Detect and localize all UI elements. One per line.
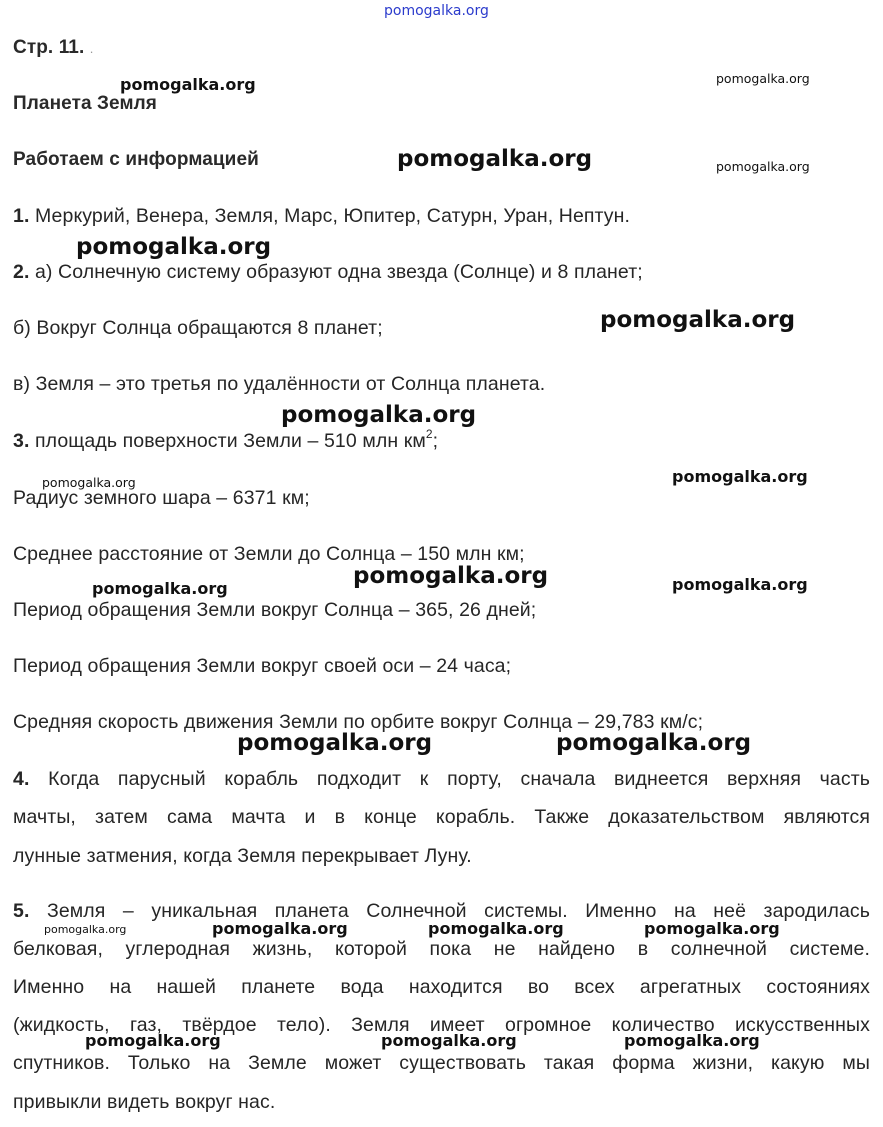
watermark: pomogalka.org [672, 467, 808, 486]
watermark: pomogalka.org [237, 730, 433, 756]
watermark: pomogalka.org [212, 919, 348, 938]
page-reference [13, 37, 93, 59]
watermark: pomogalka.org [556, 730, 752, 756]
answer-3-area-superscript: 2 [425, 427, 433, 441]
answer-5-line-2: белковая, углеродная жизнь, которой пока не найдено в солнечной системе. [13, 938, 870, 960]
page-reference-text: Стр. 11. [13, 37, 85, 58]
watermark: pomogalka.org [92, 579, 228, 598]
page-reference-dot: . [89, 41, 94, 56]
watermark: pomogalka.org [644, 919, 780, 938]
watermark: pomogalka.org [42, 475, 136, 490]
answer-5-line-1-text: Земля – уникальная планета Солнечной системы. Именно на неё зародилась [29, 900, 870, 922]
answer-3-distance: Среднее расстояние от Земли до Солнца – 150 млн км; [13, 543, 525, 565]
watermark: pomogalka.org [600, 307, 796, 333]
answer-2-number: 2. [13, 261, 30, 283]
answer-2b: б) Вокруг Солнца обращаются 8 планет; [13, 317, 383, 339]
answer-5-line-6: привыкли видеть вокруг нас. [13, 1091, 276, 1113]
answer-2c: в) Земля – это третья по удалённости от Солнца планета. [13, 373, 546, 395]
answer-5-number: 5. [13, 900, 30, 922]
watermark: pomogalka.org [44, 923, 127, 936]
answer-3-radius: Радиус земного шара – 6371 км; [13, 487, 310, 509]
answer-1 [13, 205, 630, 228]
page-title: Планета Земля [13, 93, 157, 114]
watermark: pomogalka.org [428, 919, 564, 938]
watermark: pomogalka.org [716, 159, 810, 174]
answer-5-line-3: Именно на нашей планете вода находится во всех агрегатных состояниях [13, 976, 870, 998]
answer-3-area [13, 427, 439, 453]
answer-3-orbit-period: Период обращения Земли вокруг Солнца – 365, 26 дней; [13, 599, 537, 621]
answer-4-line-3: лунные затмения, когда Земля перекрывает Луну. [13, 845, 472, 867]
answer-4-number: 4. [13, 768, 30, 790]
watermark: pomogalka.org [624, 1031, 760, 1050]
answer-1-number: 1. [13, 205, 30, 227]
answer-1-text: Меркурий, Венера, Земля, Марс, Юпитер, Сатурн, Уран, Нептун. [29, 205, 631, 227]
watermark-top: pomogalka.org [384, 3, 489, 19]
answer-2a-text: а) Солнечную систему образуют одна звезда (Солнце) и 8 планет; [29, 261, 643, 283]
answer-3-area-end: ; [432, 430, 439, 452]
answer-4-line-1 [13, 768, 870, 791]
watermark: pomogalka.org [672, 575, 808, 594]
watermark: pomogalka.org [120, 75, 256, 94]
answer-4-line-2: мачты, затем сама мачта и в конце корабль. Также доказательством являются [13, 806, 870, 828]
watermark: pomogalka.org [381, 1031, 517, 1050]
answer-2a [13, 261, 643, 284]
answer-5-line-5: спутников. Только на Земле может существовать такая форма жизни, какую мы [13, 1052, 870, 1074]
answer-4-line-1-text: Когда парусный корабль подходит к порту, сначала виднеется верхняя часть [29, 768, 870, 790]
answer-3-rotation-period: Период обращения Земли вокруг своей оси – 24 часа; [13, 655, 512, 677]
watermark: pomogalka.org [76, 234, 272, 260]
watermark: pomogalka.org [85, 1031, 221, 1050]
answer-3-area-text: площадь поверхности Земли – 510 млн км [29, 430, 426, 452]
watermark: pomogalka.org [353, 563, 549, 589]
answer-5-line-4: (жидкость, газ, твёрдое тело). Земля имеет огромное количество искусственных [13, 1014, 870, 1036]
answer-3-speed: Средняя скорость движения Земли по орбите вокруг Солнца – 29,783 км/с; [13, 711, 704, 733]
answer-3-number: 3. [13, 430, 30, 452]
watermark: pomogalka.org [397, 146, 593, 172]
section-heading: Работаем с информацией [13, 149, 259, 170]
watermark: pomogalka.org [716, 71, 810, 86]
watermark: pomogalka.org [281, 402, 477, 428]
